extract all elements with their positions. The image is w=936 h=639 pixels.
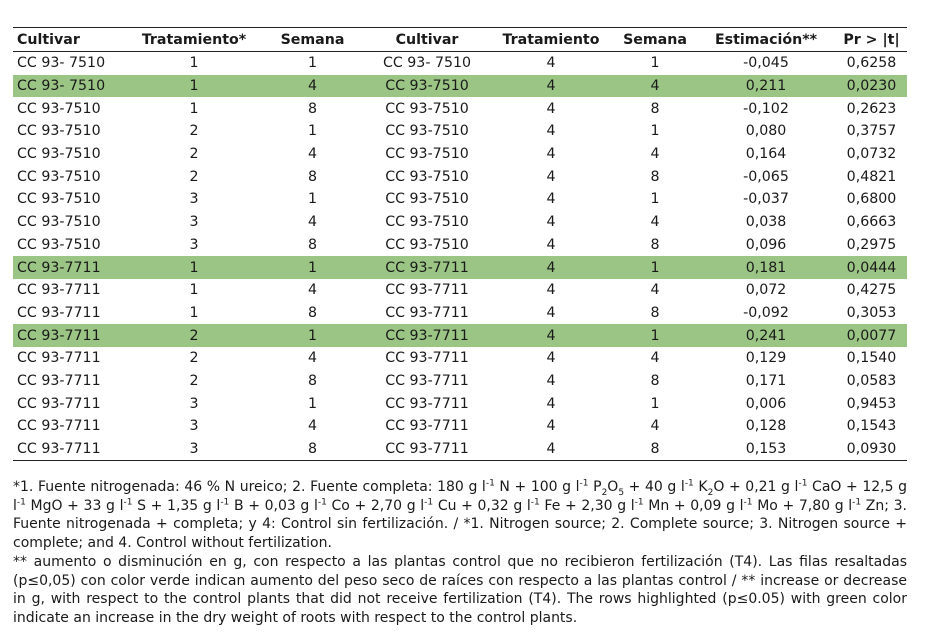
- cell-cultivar-2: CC 93-7510: [385, 236, 469, 253]
- cell-estimacion: 0,072: [745, 282, 787, 299]
- cell-semana-1: 1: [307, 55, 318, 72]
- cell-pr-t: 0,4821: [846, 168, 897, 185]
- cell-cultivar-1: CC 93-7711: [13, 256, 129, 279]
- table-row: [13, 165, 907, 188]
- header-cultivar-2: Cultivar: [366, 28, 488, 52]
- cell-semana-2: 1: [650, 395, 660, 412]
- cell-semana-1: 4: [307, 214, 318, 231]
- cell-tratamiento-1: 1: [129, 75, 259, 98]
- cell-pr-t: 0,2975: [846, 236, 897, 253]
- header-semana-2: Semana: [614, 28, 696, 52]
- cell-semana-1: 4: [307, 146, 318, 163]
- cell-estimacion: 0,096: [745, 236, 787, 253]
- cell-semana-2: 8: [650, 100, 660, 117]
- cell-semana-2: 1: [650, 55, 660, 72]
- cell-semana-2: 4: [650, 418, 660, 435]
- cell-semana-1: 1: [259, 324, 366, 347]
- table-row-highlighted: [13, 324, 907, 347]
- cell-pr-t: 0,3053: [846, 304, 897, 321]
- cell-cultivar-1: CC 93-7711: [17, 395, 101, 412]
- cell-tratamiento-2: 4: [546, 282, 556, 299]
- cell-estimacion: 0,181: [696, 256, 836, 279]
- cell-cultivar-2: CC 93-7711: [366, 256, 488, 279]
- cell-semana-1: 1: [259, 256, 366, 279]
- cell-semana-2: 4: [614, 75, 696, 98]
- table-row-highlighted: [13, 256, 907, 279]
- cell-cultivar-1: CC 93-7711: [17, 304, 101, 321]
- cell-cultivar-2: CC 93-7510: [385, 214, 469, 231]
- cell-tratamiento-1: 1: [189, 55, 199, 72]
- cell-tratamiento-1: 3: [189, 395, 199, 412]
- cell-tratamiento-2: 4: [546, 395, 556, 412]
- cell-cultivar-1: CC 93-7711: [17, 282, 101, 299]
- cell-cultivar-2: CC 93-7711: [385, 304, 469, 321]
- cell-cultivar-1: CC 93-7510: [17, 146, 101, 163]
- table-row: [13, 392, 907, 415]
- header-cultivar-1: Cultivar: [13, 28, 129, 52]
- cell-tratamiento-2: 4: [546, 304, 556, 321]
- cell-tratamiento-2: 4: [546, 372, 556, 389]
- cell-semana-2: 8: [614, 438, 696, 461]
- table-row: [13, 279, 907, 302]
- cell-cultivar-2: CC 93-7711: [385, 350, 469, 367]
- cell-tratamiento-2: 4: [546, 236, 556, 253]
- table-row: [13, 120, 907, 143]
- cell-cultivar-2: CC 93-7510: [385, 123, 469, 140]
- cell-cultivar-2: CC 93-7510: [385, 191, 469, 208]
- cell-pr-t: 0,2623: [846, 100, 897, 117]
- cell-estimacion: -0,102: [743, 100, 789, 117]
- cell-cultivar-2: CC 93-7711: [385, 395, 469, 412]
- cell-tratamiento-1: 3: [129, 438, 259, 461]
- footnote-estimation: ** aumento o disminución en g, con respecto a las plantas control que no recibieron fertilización (T4). Las filas resaltadas (p≤0,05) con color verde indican aumento del peso seco de raíces con respecto a las plantas control / ** increase or decrease in g, with respect to the control plants that did not receive fertilization (T4). The rows highlighted (p≤0.05) with green color indicate an increase in the dry weight of roots with respect to the control plants.: [13, 553, 907, 626]
- cell-cultivar-1: CC 93- 7510: [13, 75, 129, 98]
- cell-pr-t: 0,0930: [836, 438, 907, 461]
- cell-tratamiento-1: 2: [189, 350, 199, 367]
- cell-semana-1: 8: [307, 304, 318, 321]
- cell-cultivar-1: CC 93-7510: [17, 191, 101, 208]
- cell-tratamiento-1: 1: [189, 304, 199, 321]
- cell-estimacion: -0,065: [743, 168, 789, 185]
- table-row: [13, 211, 907, 234]
- cell-pr-t: 0,6663: [846, 214, 897, 231]
- cell-semana-1: 1: [307, 395, 318, 412]
- cell-semana-1: 4: [259, 75, 366, 98]
- table-row: [13, 188, 907, 211]
- cell-tratamiento-1: 2: [189, 123, 199, 140]
- cell-cultivar-1: CC 93-7711: [17, 372, 101, 389]
- cell-tratamiento-2: 4: [546, 350, 556, 367]
- cell-estimacion: 0,211: [696, 75, 836, 98]
- cell-pr-t: 0,9453: [846, 395, 897, 412]
- header-semana-1: Semana: [259, 28, 366, 52]
- cell-tratamiento-1: 2: [189, 168, 199, 185]
- table-body: [13, 52, 907, 461]
- cell-semana-2: 8: [650, 236, 660, 253]
- cell-estimacion: 0,006: [745, 395, 787, 412]
- header-pr-t: Pr > |t|: [836, 28, 907, 52]
- footnote-treatments: *1. Fuente nitrogenada: 46 % N ureico; 2. Fuente completa: 180 g $l^{-1}$ N + 100 g $l^{-1}$ $P_2O_5 + 40$ g $l^{-1}$ $K_2O + 0,21$ g $l^{-1}$ CaO + 12,5 g $l^{-1}$ MgO + 33 g $l^{-1}$ S + 1,35 g $l^{-1}$ B + 0,03 g $l^{-1}$ Co + 2,70 g $l^{-1}$ Cu + 0,32 g $l^{-1}$ Fe + 2,30 g $l^{-1}$ Mn + 0,09 g $l^{-1}$ Mo + 7,80 g $l^{-1}$ Zn; 3. Fuente nitrogenada + completa; y 4: Control sin fertilización. / *1. Nitrogen source; 2. Complete source; 3. Nitrogen source + complete; and 4. Control without fertilization.: [13, 478, 908, 552]
- cell-cultivar-2: CC 93-7510: [366, 75, 488, 98]
- cell-semana-1: 8: [307, 372, 318, 389]
- cell-estimacion: 0,171: [745, 372, 787, 389]
- cell-semana-2: 1: [650, 123, 660, 140]
- cell-tratamiento-1: 2: [189, 146, 199, 163]
- cell-estimacion: 0,164: [745, 146, 787, 163]
- cell-tratamiento-1: 3: [189, 214, 199, 231]
- cell-cultivar-2: CC 93-7711: [366, 324, 488, 347]
- cell-estimacion: 0,153: [696, 438, 836, 461]
- cell-cultivar-1: CC 93-7510: [17, 168, 101, 185]
- cell-tratamiento-2: 4: [546, 191, 556, 208]
- cell-semana-2: 4: [650, 146, 660, 163]
- cell-estimacion: -0,045: [743, 55, 789, 72]
- header-estimacion: Estimación**: [696, 28, 836, 52]
- cell-estimacion: 0,038: [745, 214, 787, 231]
- cell-semana-1: 4: [307, 282, 318, 299]
- cell-semana-1: 8: [259, 438, 366, 461]
- cell-cultivar-1: CC 93-7510: [17, 123, 101, 140]
- cell-tratamiento-1: 2: [129, 324, 259, 347]
- cell-cultivar-2: CC 93- 7510: [382, 55, 472, 72]
- cell-tratamiento-2: 4: [546, 168, 556, 185]
- cell-cultivar-2: CC 93-7711: [385, 418, 469, 435]
- cell-tratamiento-2: 4: [488, 256, 614, 279]
- cell-pr-t: 0,0230: [836, 75, 907, 98]
- cell-tratamiento-1: 1: [129, 256, 259, 279]
- table-footnotes: [13, 478, 907, 628]
- cell-tratamiento-2: 4: [546, 418, 556, 435]
- cell-pr-t: 0,0583: [846, 372, 897, 389]
- table-row: [13, 347, 907, 370]
- cell-semana-1: 8: [307, 236, 318, 253]
- table-row: [13, 143, 907, 166]
- cell-cultivar-1: CC 93-7510: [17, 100, 101, 117]
- cell-pr-t: 0,1540: [846, 350, 897, 367]
- cell-tratamiento-1: 3: [189, 236, 199, 253]
- cell-estimacion: -0,037: [743, 191, 789, 208]
- cell-tratamiento-2: 4: [546, 214, 556, 231]
- cell-cultivar-2: CC 93-7510: [385, 168, 469, 185]
- header-tratamiento-1: Tratamiento*: [129, 28, 259, 52]
- cell-tratamiento-2: 4: [546, 55, 556, 72]
- cell-semana-2: 4: [650, 214, 660, 231]
- cell-tratamiento-2: 4: [546, 146, 556, 163]
- cell-semana-2: 4: [650, 282, 660, 299]
- cell-pr-t: 0,3757: [846, 123, 897, 140]
- cell-estimacion: 0,129: [745, 350, 787, 367]
- cell-tratamiento-1: 3: [189, 418, 199, 435]
- cell-tratamiento-2: 4: [546, 123, 556, 140]
- header-tratamiento-2: Tratamiento: [488, 28, 614, 52]
- cell-semana-1: 1: [307, 191, 318, 208]
- cell-semana-1: 1: [307, 123, 318, 140]
- cell-pr-t: 0,0444: [836, 256, 907, 279]
- cell-pr-t: 0,6800: [846, 191, 897, 208]
- cell-tratamiento-2: 4: [488, 438, 614, 461]
- cell-cultivar-2: CC 93-7510: [385, 146, 469, 163]
- table-row: [13, 415, 907, 438]
- cell-semana-2: 1: [614, 324, 696, 347]
- cell-pr-t: 0,4275: [846, 282, 897, 299]
- cell-cultivar-2: CC 93-7711: [366, 438, 488, 461]
- cell-estimacion: -0,092: [743, 304, 789, 321]
- cell-tratamiento-1: 1: [189, 100, 199, 117]
- table-row: [13, 370, 907, 393]
- cell-estimacion: 0,080: [745, 123, 787, 140]
- cell-tratamiento-2: 4: [488, 75, 614, 98]
- cell-cultivar-1: CC 93- 7510: [17, 55, 106, 72]
- cell-semana-1: 4: [307, 350, 318, 367]
- table-row: [13, 302, 907, 325]
- cell-semana-2: 1: [650, 191, 660, 208]
- cell-semana-1: 4: [307, 418, 318, 435]
- cell-pr-t: 0,0732: [846, 146, 897, 163]
- cell-cultivar-2: CC 93-7510: [385, 100, 469, 117]
- cell-estimacion: 0,128: [745, 418, 787, 435]
- cell-pr-t: 0,6258: [846, 55, 897, 72]
- cell-semana-2: 4: [650, 350, 660, 367]
- results-table: [13, 27, 907, 461]
- results-table-container: [13, 27, 907, 461]
- table-row: [13, 438, 907, 461]
- cell-semana-1: 8: [307, 168, 318, 185]
- cell-tratamiento-1: 2: [189, 372, 199, 389]
- cell-semana-2: 8: [650, 168, 660, 185]
- cell-semana-2: 1: [614, 256, 696, 279]
- table-header-row: [13, 28, 907, 52]
- cell-tratamiento-1: 1: [189, 282, 199, 299]
- cell-cultivar-1: CC 93-7711: [17, 418, 101, 435]
- cell-cultivar-1: CC 93-7711: [13, 438, 129, 461]
- table-row: [13, 52, 907, 75]
- cell-semana-2: 8: [650, 372, 660, 389]
- cell-cultivar-2: CC 93-7711: [385, 372, 469, 389]
- cell-tratamiento-1: 3: [189, 191, 199, 208]
- cell-cultivar-1: CC 93-7711: [17, 350, 101, 367]
- cell-tratamiento-2: 4: [546, 100, 556, 117]
- table-row: [13, 234, 907, 257]
- cell-semana-2: 8: [650, 304, 660, 321]
- cell-cultivar-1: CC 93-7510: [17, 236, 101, 253]
- cell-cultivar-1: CC 93-7510: [17, 214, 101, 231]
- table-row-highlighted: [13, 75, 907, 98]
- cell-cultivar-2: CC 93-7711: [385, 282, 469, 299]
- cell-pr-t: 0,1543: [846, 418, 897, 435]
- cell-tratamiento-2: 4: [488, 324, 614, 347]
- cell-cultivar-1: CC 93-7711: [13, 324, 129, 347]
- cell-estimacion: 0,241: [696, 324, 836, 347]
- cell-semana-1: 8: [307, 100, 318, 117]
- cell-pr-t: 0,0077: [836, 324, 907, 347]
- table-row: [13, 97, 907, 120]
